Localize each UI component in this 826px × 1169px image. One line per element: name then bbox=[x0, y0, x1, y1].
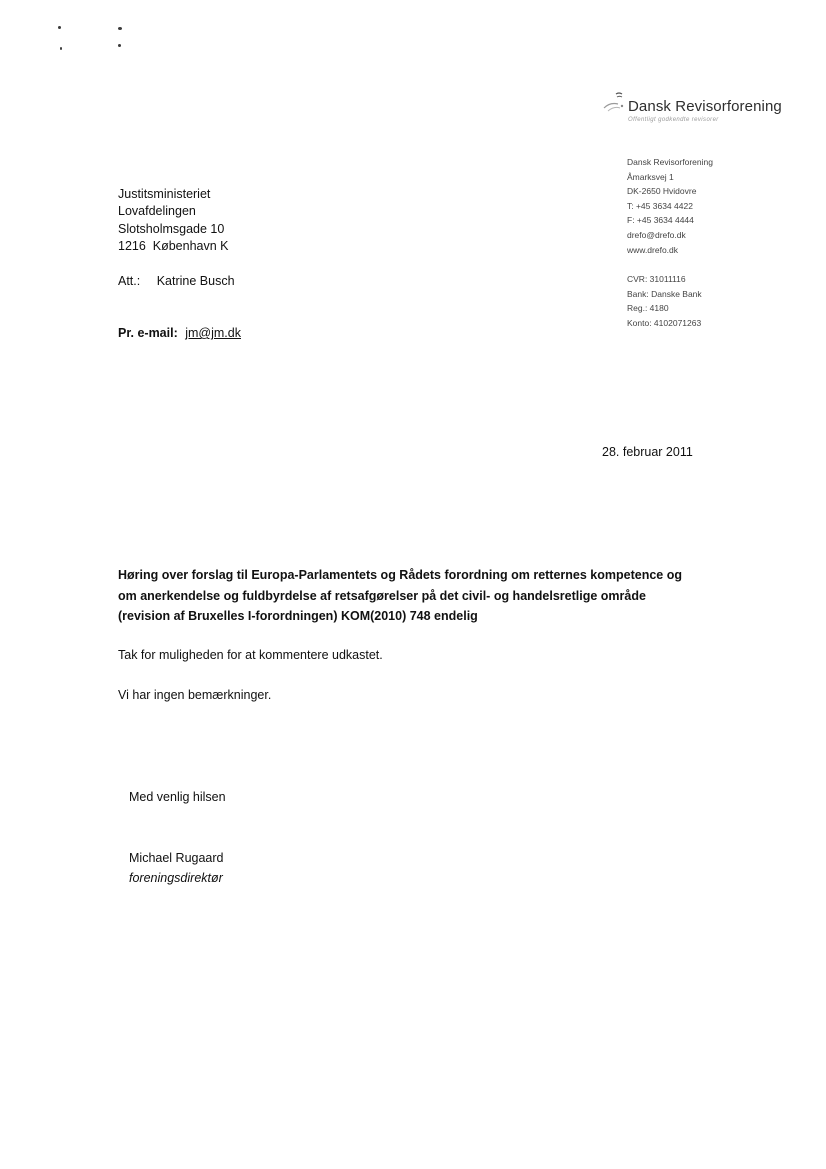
email-label: Pr. e-mail: bbox=[118, 326, 178, 340]
email-line bbox=[118, 326, 241, 340]
sender-bank-line: Reg.: 4180 bbox=[627, 303, 669, 314]
spacer bbox=[627, 257, 807, 272]
sender-line: DK-2650 Hvidovre bbox=[627, 186, 697, 197]
organization-name: Dansk Revisorforening bbox=[628, 98, 782, 115]
sender-line: F: +45 3634 4444 bbox=[627, 215, 694, 226]
recipient-address bbox=[118, 186, 229, 255]
sender-line: Dansk Revisorforening bbox=[627, 157, 713, 167]
recipient-line: Justitsministeriet bbox=[118, 187, 211, 201]
signer-title: foreningsdirektør bbox=[129, 871, 223, 885]
email-link[interactable]: jm@jm.dk bbox=[185, 326, 241, 340]
scan-speck bbox=[118, 27, 122, 30]
body-paragraph: Tak for muligheden for at kommentere udkastet. bbox=[118, 648, 383, 662]
subject-line: (revision af Bruxelles I-forordningen) KOM(2010) 748 endelig bbox=[118, 609, 478, 623]
signer-name: Michael Rugaard bbox=[129, 851, 224, 865]
scan-speck bbox=[58, 26, 61, 29]
sender-bank-line: Bank: Danske Bank bbox=[627, 288, 702, 299]
sender-line: www.drefo.dk bbox=[627, 244, 679, 255]
attention-line bbox=[118, 274, 235, 288]
letter-subject bbox=[118, 565, 718, 627]
recipient-line: 1216 København K bbox=[118, 238, 229, 253]
subject-line: Høring over forslag til Europa-Parlamentets og Rådets forordning om retternes kompetence og bbox=[118, 568, 682, 582]
organization-logo-icon bbox=[600, 90, 630, 114]
sender-line: Åmarksvej 1 bbox=[627, 171, 674, 182]
recipient-line: Lovafdelingen bbox=[118, 204, 196, 219]
sender-line: T: +45 3634 4422 bbox=[627, 200, 693, 211]
body-paragraph: Vi har ingen bemærkninger. bbox=[118, 688, 272, 702]
attention-name: Katrine Busch bbox=[156, 274, 235, 288]
closing-salutation: Med venlig hilsen bbox=[129, 790, 226, 804]
sender-bank-line: CVR: 31011116 bbox=[627, 274, 686, 285]
scan-speck bbox=[60, 47, 62, 50]
sender-contact-block bbox=[627, 155, 807, 331]
letterhead-logo bbox=[600, 84, 800, 128]
attention-label: Att.: bbox=[118, 274, 141, 288]
sender-bank-line: Konto: 4102071263 bbox=[627, 317, 702, 328]
recipient-line: Slotsholmsgade 10 bbox=[118, 221, 225, 236]
letter-date: 28. februar 2011 bbox=[602, 445, 693, 459]
sender-line: drefo@drefo.dk bbox=[627, 229, 686, 240]
organization-tagline: Offentligt godkendte revisorer bbox=[628, 117, 719, 123]
subject-line: om anerkendelse og fuldbyrdelse af retsafgørelser på det civil- og handelsretlige område bbox=[118, 588, 646, 603]
scan-speck bbox=[118, 44, 121, 47]
